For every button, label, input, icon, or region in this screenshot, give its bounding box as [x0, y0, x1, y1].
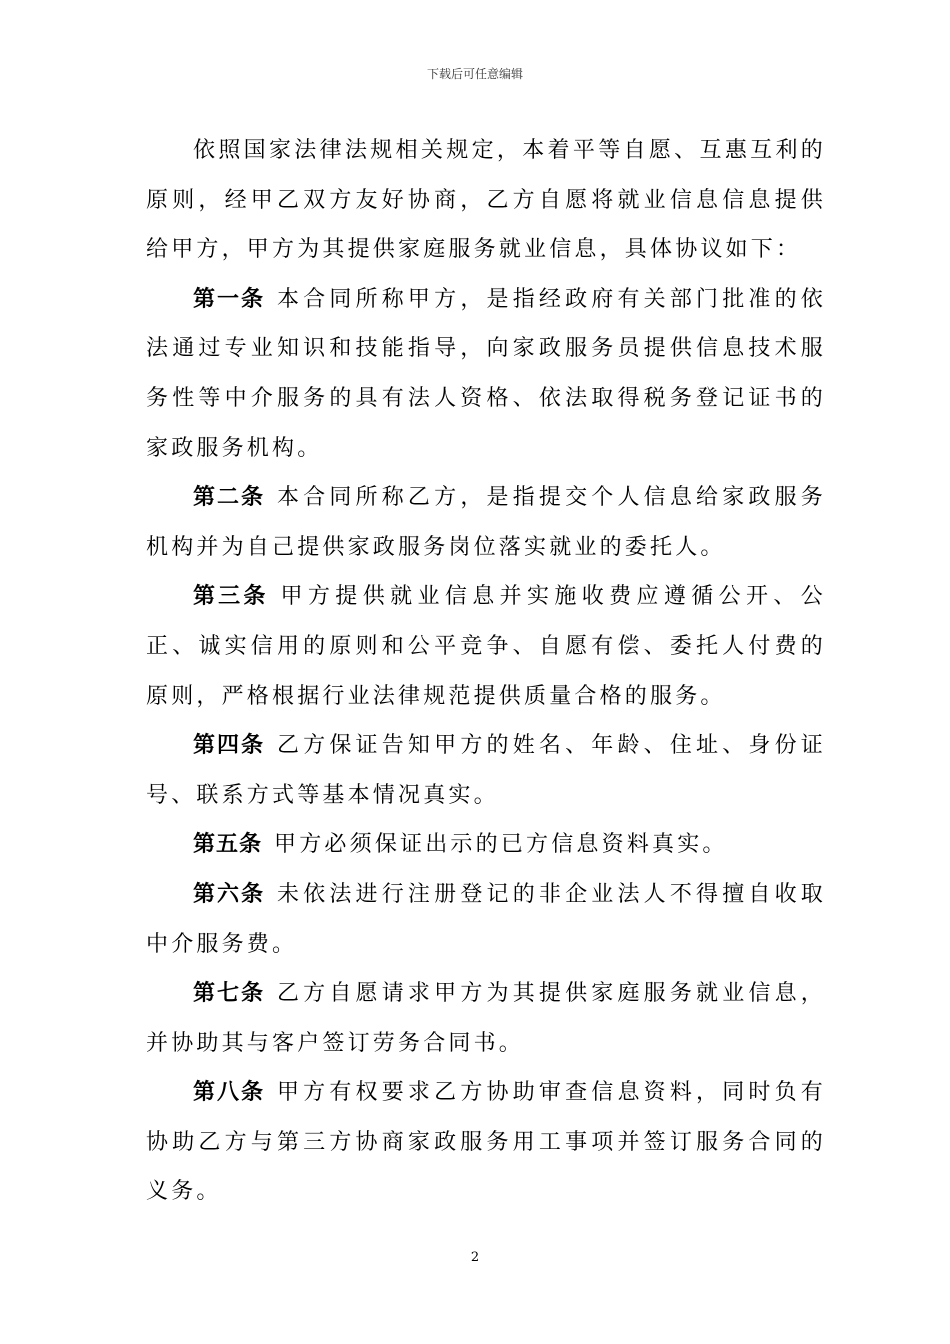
clause-5: [146, 820, 826, 870]
clause-7-text: 乙方自愿请求甲方为其提供家庭服务就业信息，并协助其与客户签订劳务合同书。: [146, 981, 826, 1056]
clause-5-label: 第五条: [193, 832, 263, 858]
clause-6-label: 第六条: [193, 881, 265, 907]
clause-2-text: 本合同所称乙方，是指提交个人信息给家政服务机构并为自己提供家政服务岗位落实就业的委托人。: [146, 485, 826, 560]
clause-4-label: 第四条: [193, 733, 265, 759]
clause-2: [146, 473, 826, 572]
clause-1-text: 本合同所称甲方，是指经政府有关部门批准的依法通过专业知识和技能指导，向家政服务员提供信息技术服务性等中介服务的具有法人资格、依法取得税务登记证书的家政服务机构。: [146, 286, 826, 461]
document-body: [146, 126, 826, 1217]
clause-4-text: 乙方保证告知甲方的姓名、年龄、住址、身份证号、联系方式等基本情况真实。: [146, 733, 826, 808]
clause-1: [146, 275, 826, 473]
clause-8-label: 第八条: [193, 1080, 265, 1106]
clause-6: [146, 870, 826, 969]
clause-1-label: 第一条: [193, 286, 265, 312]
clause-3: [146, 572, 826, 721]
intro-paragraph: 依照国家法律法规相关规定，本着平等自愿、互惠互利的原则，经甲乙双方友好协商，乙方自愿将就业信息信息提供给甲方，甲方为其提供家庭服务就业信息，具体协议如下：: [146, 138, 826, 263]
clause-8: [146, 1068, 826, 1217]
clause-7: [146, 969, 826, 1068]
clause-3-label: 第三条: [193, 584, 269, 610]
clause-7-label: 第七条: [193, 981, 265, 1007]
clause-5-text: 甲方必须保证出示的已方信息资料真实。: [274, 832, 728, 858]
clause-4: [146, 721, 826, 820]
clause-2-label: 第二条: [193, 485, 265, 511]
page-number: 2: [470, 1250, 480, 1265]
clause-6-text: 未依法进行注册登记的非企业法人不得擅自收取中介服务费。: [146, 881, 826, 957]
clause-3-text: 甲方提供就业信息并实施收费应遵循公开、公正、诚实信用的原则和公平竞争、自愿有偿、委托人付费的原则，严格根据行业法律规范提供质量合格的服务。: [146, 584, 826, 709]
clause-8-text: 甲方有权要求乙方协助审查信息资料，同时负有协助乙方与第三方协商家政服务用工事项并签订服务合同的义务。: [146, 1080, 826, 1205]
page-header: 下载后可任意编辑: [426, 67, 523, 81]
